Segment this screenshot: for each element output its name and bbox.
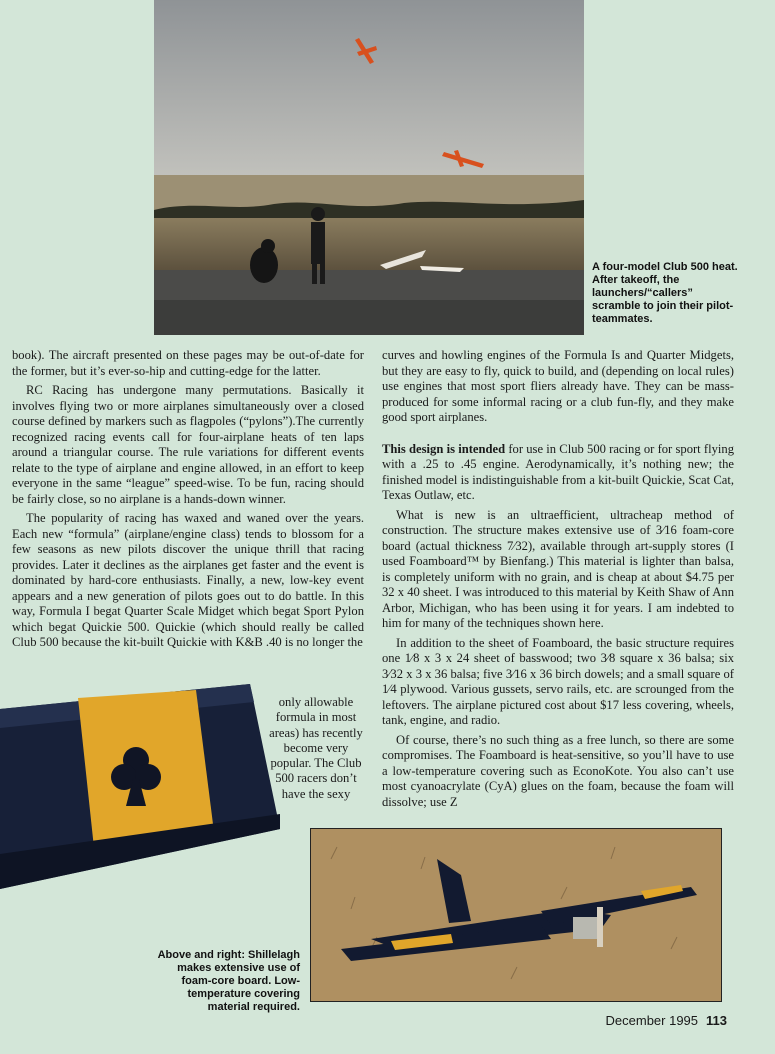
paragraph: Of course, there’s no such thing as a free lunch, so there are some compromises. The Foamboard is heat-sensitive, so you’ll have to use a low-temperature covering such as EconoKote. You also can’t use most cyanoacrylate (CyA) glues on the foam, because the foam will dissolve; use Z [382, 732, 734, 809]
photo-wing-club-emblem [0, 684, 280, 889]
paragraph: The popularity of racing has waxed and waned over the years. Each new “formula” (airplane/engine class) tends to blossom for a few seasons as new pilots discover the unique thrill that racing provides. Later it declines as the airplanes get faster and the event is dominated by hard-core enthusiasts. Finally, a new, low-key event appears and a new generation of pilots goes out to do battle. In this way, Formula I begat Quarter Scale Midget which begat Sport Pylon which begat Quickie 500. Quickie (which should really be called Club 500 because the kit-built Quickie with K&B .40 is no longer the [12, 511, 364, 649]
caption-bottom-photo: Above and right: Shillelagh makes extensive use of foam-core board. Low-temperature covering material required. [157, 949, 300, 1013]
paragraph: RC Racing has undergone many permutations. Basically it involves flying two or more airplanes simultaneously over a closed course defined by markers such as flagpoles (“pylons”).The currently recognized racing events call for four-airplane heats of ten laps around a triangular course. The rule variations for different events relate to the type of airplane and engine allowed, in an effort to keep everyone in the same “league” speed-wise. To be fun, racing should be fairly close, so no airplane is a hands-down winner. [12, 383, 364, 506]
page-footer [606, 1013, 727, 1028]
issue-date: December 1995 [605, 1013, 699, 1028]
caption-top-photo: A four-model Club 500 heat. After takeoff, the launchers/“callers” scramble to join their pilot-teammates. [592, 261, 738, 325]
paragraph: book). The aircraft presented on these pages may be out-of-date for the former, but it’s ever-so-hip and cutting-edge for the latter. [12, 348, 364, 378]
photo-club500-heat [154, 0, 584, 335]
wrap-text-column [268, 695, 364, 802]
left-column [12, 348, 364, 651]
right-column [382, 348, 734, 810]
paragraph: only allowable formula in most areas) has recently become very popular. The Club 500 racers don’t have the sexy [269, 695, 363, 801]
paragraph: curves and howling engines of the Formula Is and Quarter Midgets, but they are easy to fly, quick to build, and (depending on local rules) use engines that most sport fliers already have. They can be mass-produced for some informal racing or a club fun-fly, and they make good sport airplanes. [382, 348, 734, 424]
page-number: 113 [706, 1013, 727, 1028]
paragraph: In addition to the sheet of Foamboard, the basic structure requires one 1⁄8 x 3 x 24 sheet of basswood; two 3⁄8 square x 36 balsa; six 3⁄32 x 3 x 36 balsa; five 3⁄16 x 36 birch dowels; and a small square of 1⁄4 plywood. Various gussets, servo rails, etc. are scrounged from the leftovers. The airplane pictured cost about $17 less covering, wheels, tank, engine, and radio. [382, 635, 734, 727]
section-lead: This design is intended [382, 441, 506, 456]
paragraph: This design is intended for use in Club 500 racing or for sport flying with a .25 to .45 engine. Aerodynamically, it’s nothing new; the finished model is indistinguishable from a kit-built Quickie, Scat Cat, Texas Outlaw, etc. [382, 441, 734, 502]
paragraph: What is new is an ultraefficient, ultracheap method of construction. The structure makes extensive use of 3⁄16 foam-core board (actual thickness 7⁄32), available through art-supply stores (I used Foamboard™ by Bienfang.) This material is lighter than balsa, is completely uniform with no grain, and is cheap at about $4.75 per 32 x 40 sheet. I was introduced to this material by Keith Shaw of Ann Arbor, Michigan, who has been using it for years. I am indebted to him for many of the techniques shown here. [382, 507, 734, 630]
photo-shillelagh-model [310, 828, 722, 1002]
